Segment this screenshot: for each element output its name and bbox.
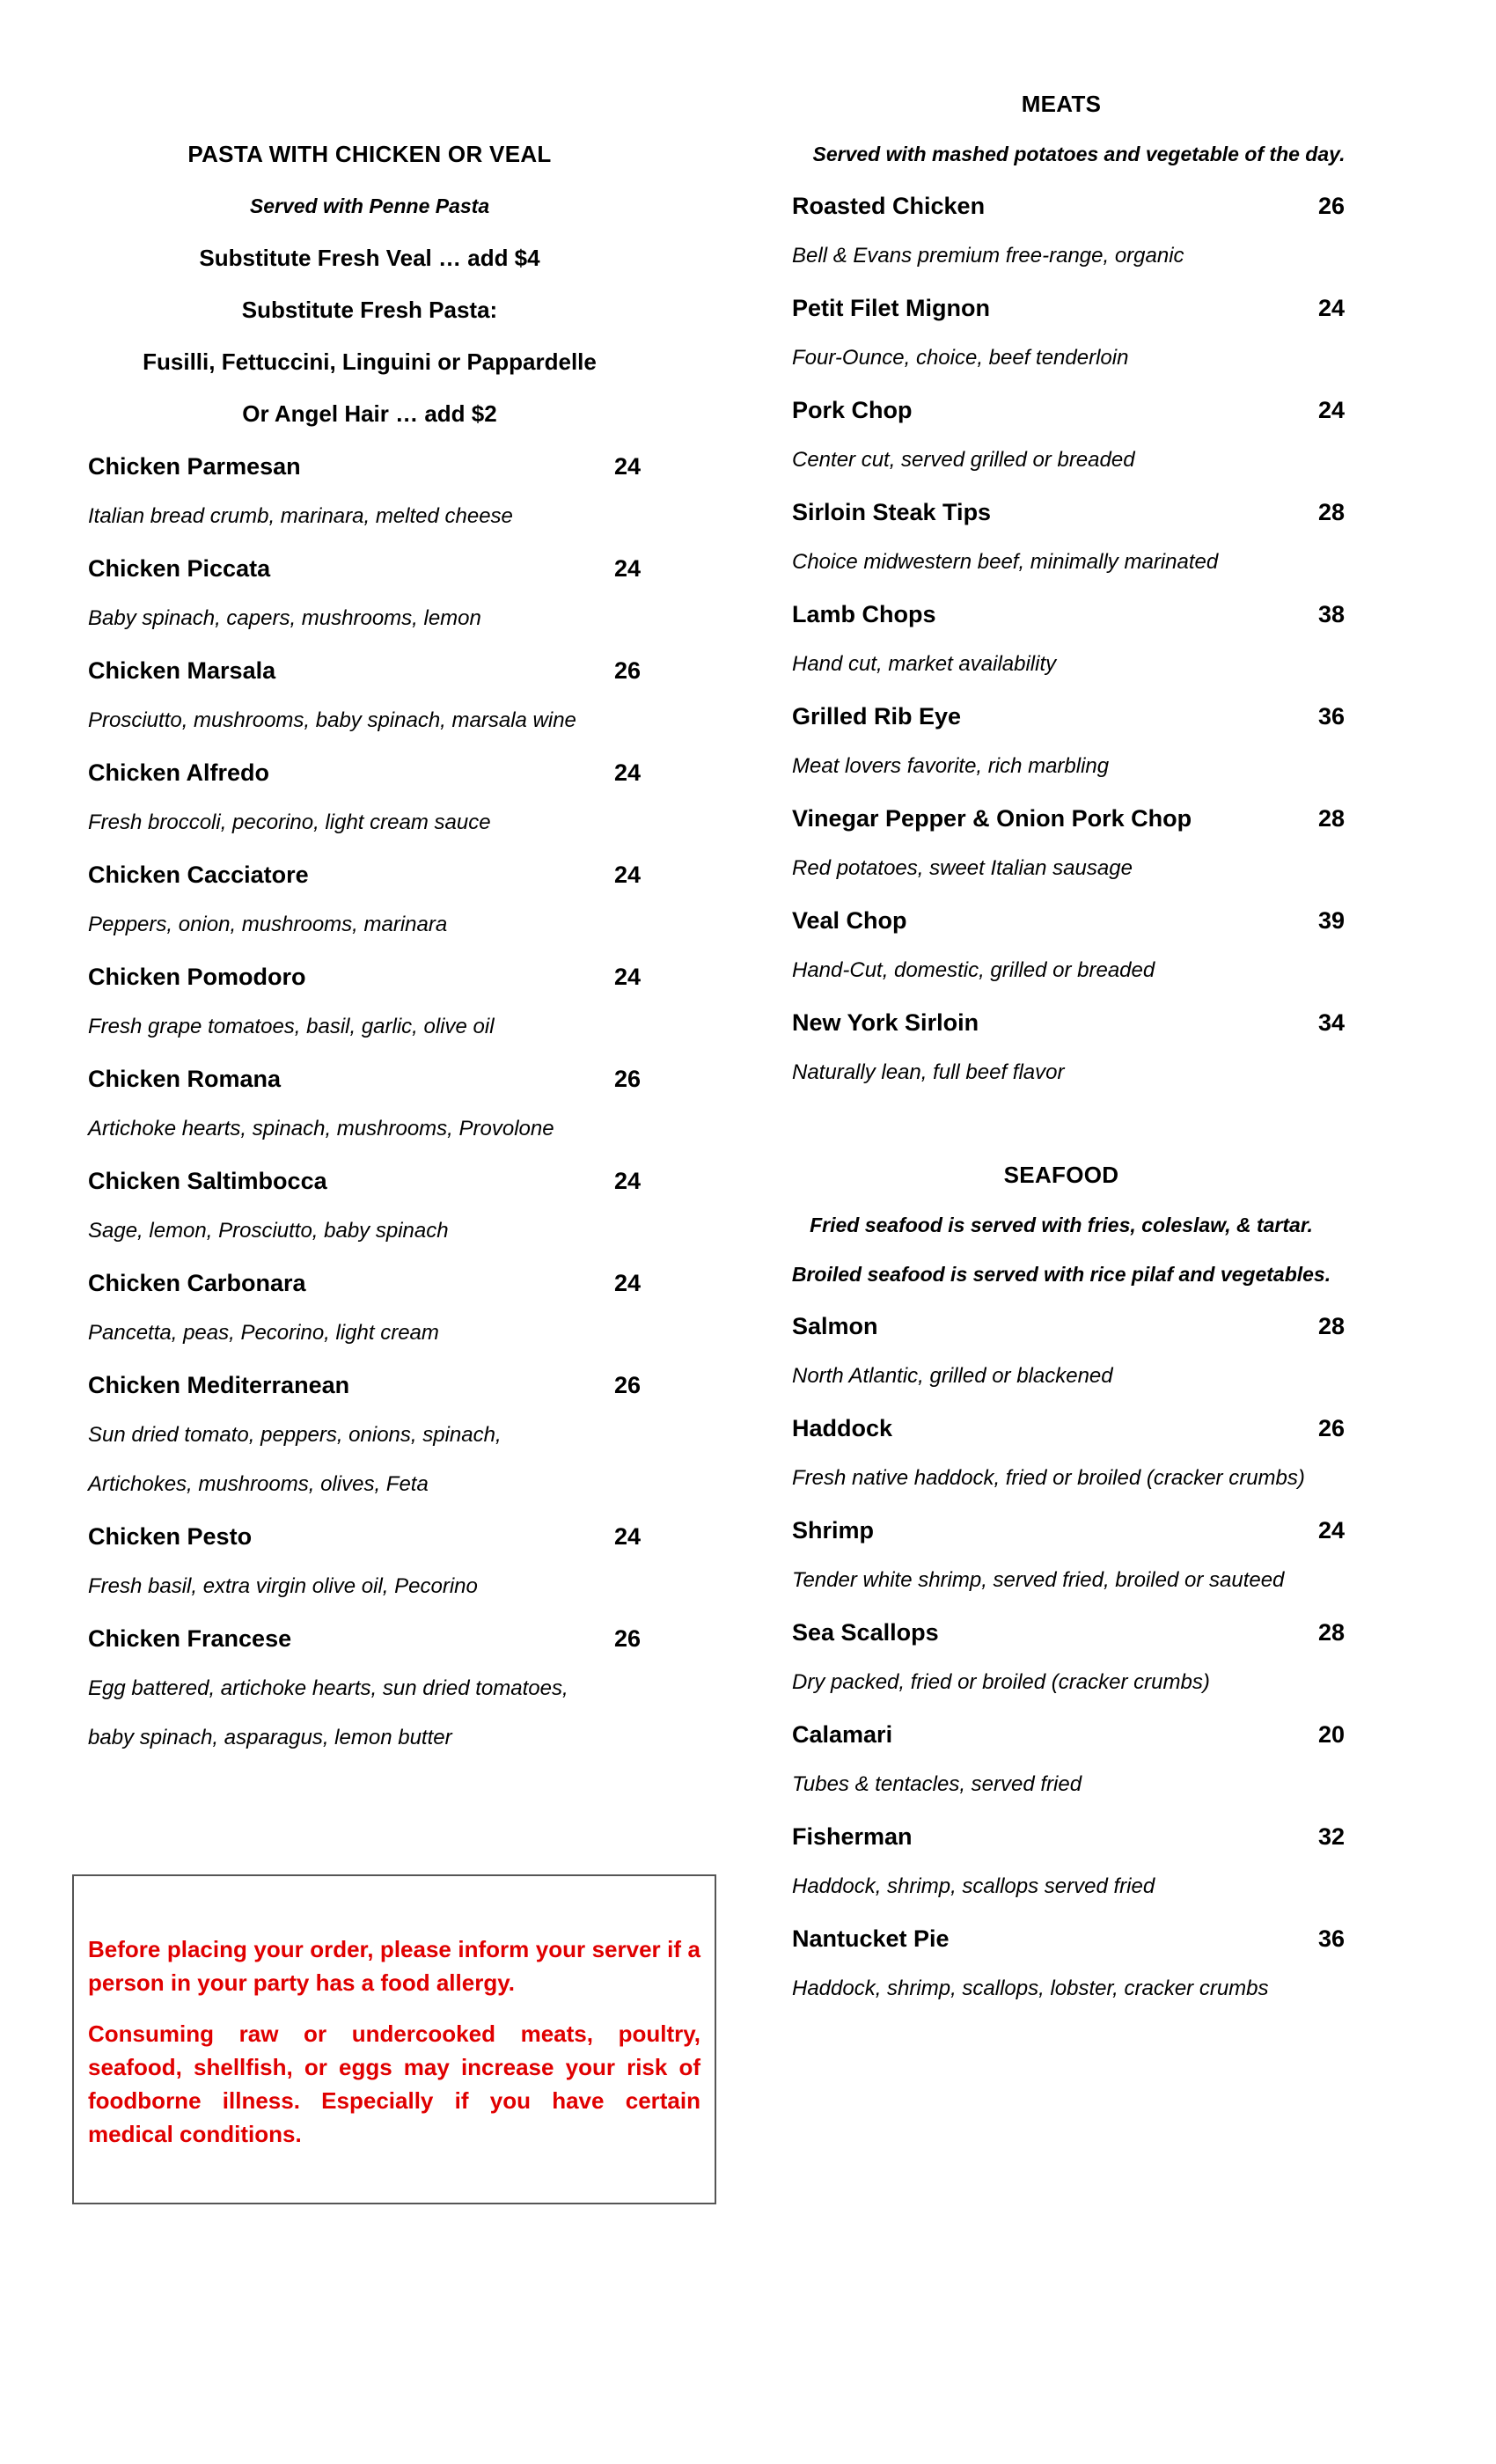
menu-item-description: Fresh grape tomatoes, basil, garlic, olive oil bbox=[88, 1015, 495, 1038]
menu-item-name: Chicken Saltimbocca bbox=[88, 1168, 327, 1194]
menu-item-price: 36 bbox=[1318, 1925, 1346, 1952]
menu-item-name: Chicken Mediterranean bbox=[88, 1372, 350, 1398]
menu-item-description: Haddock, shrimp, scallops, lobster, cracker crumbs bbox=[792, 1976, 1269, 2000]
menu-item-name: Chicken Francese bbox=[88, 1625, 292, 1652]
menu-item-name: Lamb Chops bbox=[792, 601, 936, 627]
menu-item-price: 28 bbox=[1318, 499, 1346, 525]
menu-item-price: 28 bbox=[1318, 805, 1346, 832]
pasta-title: PASTA WITH CHICKEN OR VEAL bbox=[187, 141, 552, 167]
menu-item-description: baby spinach, asparagus, lemon butter bbox=[88, 1726, 452, 1749]
menu-item-price: 26 bbox=[614, 1625, 642, 1652]
menu-item-description: Red potatoes, sweet Italian sausage bbox=[792, 856, 1133, 880]
menu-item-name: Salmon bbox=[792, 1313, 878, 1339]
menu-item-price: 26 bbox=[1318, 1415, 1346, 1441]
menu-item-name: Fisherman bbox=[792, 1823, 913, 1850]
menu-item-description: Sage, lemon, Prosciutto, baby spinach bbox=[88, 1219, 449, 1243]
menu-item-description: Four-Ounce, choice, beef tenderloin bbox=[792, 346, 1129, 370]
menu-item-name: Chicken Alfredo bbox=[88, 759, 270, 786]
menu-item-name: Veal Chop bbox=[792, 907, 907, 934]
menu-item-price: 39 bbox=[1318, 907, 1346, 934]
menu-item-price: 26 bbox=[614, 657, 642, 684]
menu-item-name: Vinegar Pepper & Onion Pork Chop bbox=[792, 805, 1192, 832]
menu-item-price: 36 bbox=[1318, 703, 1346, 730]
menu-item-description: Artichokes, mushrooms, olives, Feta bbox=[88, 1472, 429, 1496]
menu-item-name: Chicken Cacciatore bbox=[88, 862, 309, 888]
menu-item-name: Chicken Romana bbox=[88, 1066, 282, 1092]
menu-item-description: Naturally lean, full beef flavor bbox=[792, 1060, 1065, 1084]
pasta-served-with: Served with Penne Pasta bbox=[249, 194, 490, 217]
menu-item-price: 24 bbox=[614, 964, 642, 990]
menu-item-price: 28 bbox=[1318, 1619, 1346, 1646]
menu-item-description: Artichoke hearts, spinach, mushrooms, Provolone bbox=[88, 1117, 554, 1140]
menu-item-description: Choice midwestern beef, minimally marinated bbox=[792, 550, 1219, 574]
menu-item-description: Haddock, shrimp, scallops served fried bbox=[792, 1874, 1155, 1898]
menu-item-price: 32 bbox=[1318, 1823, 1346, 1850]
menu-item-price: 24 bbox=[1318, 397, 1346, 423]
menu-item-name: Chicken Carbonara bbox=[88, 1270, 306, 1296]
menu-item-name: Haddock bbox=[792, 1415, 893, 1441]
menu-item-description: Hand cut, market availability bbox=[792, 652, 1057, 676]
menu-item-price: 24 bbox=[614, 1523, 642, 1550]
seafood-fried-note: Fried seafood is served with fries, coleslaw, & tartar. bbox=[810, 1214, 1313, 1236]
menu-item-name: Chicken Pesto bbox=[88, 1523, 253, 1550]
seafood-broiled-note: Broiled seafood is served with rice pilaf and vegetables. bbox=[791, 1263, 1331, 1286]
pasta-types: Fusilli, Fettuccini, Linguini or Pappardelle bbox=[143, 348, 597, 375]
menu-item-description: Tubes & tentacles, served fried bbox=[792, 1772, 1082, 1796]
menu-item-price: 24 bbox=[1318, 295, 1346, 321]
menu-item-price: 24 bbox=[614, 759, 642, 786]
menu-item-price: 24 bbox=[614, 862, 642, 888]
menu-item-price: 38 bbox=[1318, 601, 1346, 627]
menu-item-description: Fresh broccoli, pecorino, light cream sauce bbox=[88, 810, 491, 834]
menu-item-description: Fresh native haddock, fried or broiled (cracker crumbs) bbox=[792, 1466, 1305, 1490]
menu-item-price: 26 bbox=[614, 1372, 642, 1398]
menu-item-name: Roasted Chicken bbox=[792, 193, 986, 219]
menu-item-name: Shrimp bbox=[792, 1517, 875, 1544]
menu-item-price: 24 bbox=[1318, 1517, 1346, 1544]
menu-item-description: Baby spinach, capers, mushrooms, lemon bbox=[88, 606, 481, 630]
menu-item-price: 26 bbox=[1318, 193, 1346, 219]
menu-item-description: Peppers, onion, mushrooms, marinara bbox=[88, 913, 448, 936]
menu-item-description: Pancetta, peas, Pecorino, light cream bbox=[88, 1321, 439, 1345]
allergy-notice bbox=[72, 1874, 716, 2204]
menu-item-name: Sirloin Steak Tips bbox=[792, 499, 992, 525]
menu-item-description: Prosciutto, mushrooms, baby spinach, marsala wine bbox=[88, 708, 576, 732]
menu-item-price: 20 bbox=[1318, 1721, 1346, 1748]
seafood-title: SEAFOOD bbox=[1003, 1162, 1119, 1188]
menu-item-description: Fresh basil, extra virgin olive oil, Pecorino bbox=[88, 1574, 478, 1598]
meats-served-with: Served with mashed potatoes and vegetable of the day. bbox=[812, 143, 1346, 165]
menu-item-description: Egg battered, artichoke hearts, sun dried tomatoes, bbox=[88, 1676, 568, 1700]
meats-title: MEATS bbox=[1021, 91, 1102, 117]
menu-item-price: 24 bbox=[614, 1168, 642, 1194]
menu-item-price: 34 bbox=[1318, 1009, 1346, 1036]
menu-item-name: New York Sirloin bbox=[792, 1009, 979, 1036]
menu-item-price: 24 bbox=[614, 1270, 642, 1296]
menu-item-description: Italian bread crumb, marinara, melted cheese bbox=[88, 504, 513, 528]
menu-item-description: Center cut, served grilled or breaded bbox=[792, 448, 1135, 472]
menu-item-name: Chicken Marsala bbox=[88, 657, 276, 684]
menu-item-name: Chicken Parmesan bbox=[88, 453, 301, 480]
menu-item-description: Tender white shrimp, served fried, broiled or sauteed bbox=[792, 1568, 1285, 1592]
allergy-raw-warning: Consuming raw or undercooked meats, poultry, seafood, shellfish, or eggs may increase your risk of foodborne illness. Especially if you have certain medical conditions. bbox=[88, 2020, 700, 2147]
menu-item-description: North Atlantic, grilled or blackened bbox=[792, 1364, 1113, 1388]
pasta-substitute-veal: Substitute Fresh Veal … add $4 bbox=[199, 245, 540, 271]
menu-item-price: 26 bbox=[614, 1066, 642, 1092]
menu-item-description: Meat lovers favorite, rich marbling bbox=[792, 754, 1110, 778]
menu-item-name: Nantucket Pie bbox=[792, 1925, 950, 1952]
menu-item-price: 28 bbox=[1318, 1313, 1346, 1339]
menu-item-description: Dry packed, fried or broiled (cracker crumbs) bbox=[792, 1670, 1210, 1694]
allergy-inform-text: Before placing your order, please inform your server if a person in your party has a food allergy. bbox=[88, 1936, 700, 1996]
menu-item-name: Calamari bbox=[792, 1721, 893, 1748]
menu-item-description: Sun dried tomato, peppers, onions, spinach, bbox=[88, 1423, 502, 1447]
menu-item-name: Sea Scallops bbox=[792, 1619, 939, 1646]
pasta-angel-hair: Or Angel Hair … add $2 bbox=[242, 400, 497, 427]
menu-item-name: Pork Chop bbox=[792, 397, 913, 423]
menu-item-name: Chicken Piccata bbox=[88, 555, 271, 582]
menu-item-price: 24 bbox=[614, 555, 642, 582]
menu-item-description: Bell & Evans premium free-range, organic bbox=[792, 244, 1184, 268]
menu-item-name: Grilled Rib Eye bbox=[792, 703, 962, 730]
menu-item-description: Hand-Cut, domestic, grilled or breaded bbox=[792, 958, 1155, 982]
pasta-substitute-pasta: Substitute Fresh Pasta: bbox=[241, 297, 498, 323]
menu-item-name: Chicken Pomodoro bbox=[88, 964, 306, 990]
menu-item-price: 24 bbox=[614, 453, 642, 480]
menu-item-name: Petit Filet Mignon bbox=[792, 295, 990, 321]
